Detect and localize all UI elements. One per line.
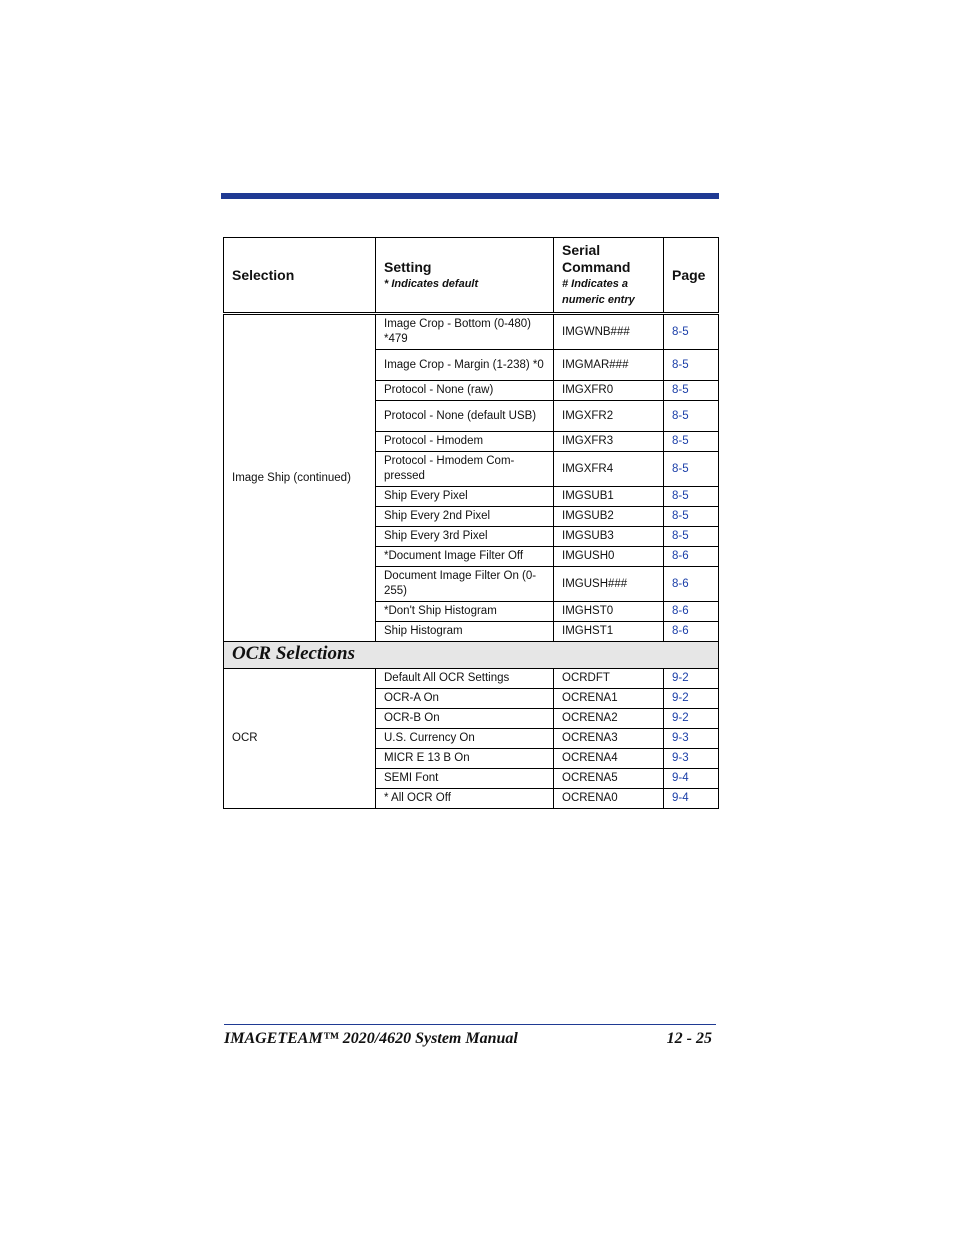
page-link[interactable]: 8-5	[664, 527, 719, 547]
page-link[interactable]: 8-5	[664, 314, 719, 350]
setting-cell: Protocol - Hmodem	[376, 432, 554, 452]
command-cell: OCRENA0	[554, 789, 664, 809]
table-header-row	[224, 238, 719, 314]
table-row	[224, 669, 719, 689]
page-link[interactable]: 9-3	[664, 749, 719, 769]
command-cell: IMGWNB###	[554, 314, 664, 350]
header-setting-note: * Indicates default	[384, 277, 479, 290]
setting-cell: *Don't Ship Histogram	[376, 602, 554, 622]
page-link[interactable]: 9-2	[664, 669, 719, 689]
command-table	[223, 237, 719, 809]
command-cell: OCRENA1	[554, 689, 664, 709]
header-serial-command	[554, 238, 664, 314]
page-link[interactable]: 8-5	[664, 487, 719, 507]
command-cell: IMGXFR3	[554, 432, 664, 452]
setting-cell: OCR-A On	[376, 689, 554, 709]
setting-cell: U.S. Currency On	[376, 729, 554, 749]
setting-cell: * All OCR Off	[376, 789, 554, 809]
page-link[interactable]: 8-5	[664, 432, 719, 452]
page-link[interactable]: 8-6	[664, 602, 719, 622]
setting-cell: Document Image Filter On (0-255)	[376, 567, 554, 602]
page-link[interactable]: 9-4	[664, 789, 719, 809]
setting-cell: Ship Every 3rd Pixel	[376, 527, 554, 547]
header-page: Page	[664, 238, 719, 314]
command-cell: IMGMAR###	[554, 350, 664, 381]
footer-page-number: 12 - 25	[666, 1030, 712, 1047]
command-cell: IMGHST0	[554, 602, 664, 622]
page-link[interactable]: 8-6	[664, 547, 719, 567]
command-cell: IMGSUB3	[554, 527, 664, 547]
setting-cell: Ship Histogram	[376, 622, 554, 642]
command-cell: IMGSUB2	[554, 507, 664, 527]
command-cell: IMGUSH###	[554, 567, 664, 602]
command-cell: OCRENA5	[554, 769, 664, 789]
header-setting	[376, 238, 554, 314]
page-link[interactable]: 9-2	[664, 709, 719, 729]
footer-rule	[224, 1024, 716, 1025]
command-cell: OCRENA4	[554, 749, 664, 769]
command-cell: IMGXFR2	[554, 401, 664, 432]
setting-cell: Ship Every 2nd Pixel	[376, 507, 554, 527]
setting-cell: OCR-B On	[376, 709, 554, 729]
command-cell: IMGSUB1	[554, 487, 664, 507]
setting-cell: Protocol - None (raw)	[376, 381, 554, 401]
header-serial-label: Serial Command	[562, 242, 631, 275]
page-link[interactable]: 8-5	[664, 350, 719, 381]
header-serial-note: # Indicates a numeric entry	[562, 278, 635, 306]
page-link[interactable]: 8-5	[664, 507, 719, 527]
table-row	[224, 314, 719, 350]
header-rule	[221, 193, 719, 199]
page-link[interactable]: 8-6	[664, 622, 719, 642]
page-link[interactable]: 8-6	[664, 567, 719, 602]
setting-cell: MICR E 13 B On	[376, 749, 554, 769]
setting-cell: SEMI Font	[376, 769, 554, 789]
setting-cell: *Document Image Filter Off	[376, 547, 554, 567]
section-cell	[224, 642, 719, 669]
header-selection: Selection	[224, 238, 376, 314]
page-link[interactable]: 8-5	[664, 401, 719, 432]
image-ship-group	[224, 314, 719, 642]
ocr-group	[224, 669, 719, 809]
header-setting-label: Setting	[384, 258, 432, 275]
selection-cell: OCR	[224, 669, 376, 809]
setting-cell: Image Crop - Margin (1-238) *0	[376, 350, 554, 381]
page-link[interactable]: 9-2	[664, 689, 719, 709]
setting-cell: Default All OCR Settings	[376, 669, 554, 689]
command-cell: IMGXFR0	[554, 381, 664, 401]
setting-cell: Image Crop - Bottom (0-480) *479	[376, 314, 554, 350]
command-cell: IMGHST1	[554, 622, 664, 642]
command-cell: IMGXFR4	[554, 452, 664, 487]
setting-cell: Ship Every Pixel	[376, 487, 554, 507]
page-link[interactable]: 9-3	[664, 729, 719, 749]
section-title: OCR Selections	[232, 643, 355, 664]
setting-cell: Protocol - Hmodem Com-pressed	[376, 452, 554, 487]
command-cell: OCRENA3	[554, 729, 664, 749]
section-row	[224, 642, 719, 669]
footer-title: IMAGETEAM™ 2020/4620 System Manual	[224, 1030, 518, 1047]
setting-cell: Protocol - None (default USB)	[376, 401, 554, 432]
command-cell: OCRENA2	[554, 709, 664, 729]
page-link[interactable]: 8-5	[664, 452, 719, 487]
command-cell: IMGUSH0	[554, 547, 664, 567]
selection-cell: Image Ship (continued)	[224, 314, 376, 642]
page-link[interactable]: 8-5	[664, 381, 719, 401]
command-cell: OCRDFT	[554, 669, 664, 689]
page-link[interactable]: 9-4	[664, 769, 719, 789]
